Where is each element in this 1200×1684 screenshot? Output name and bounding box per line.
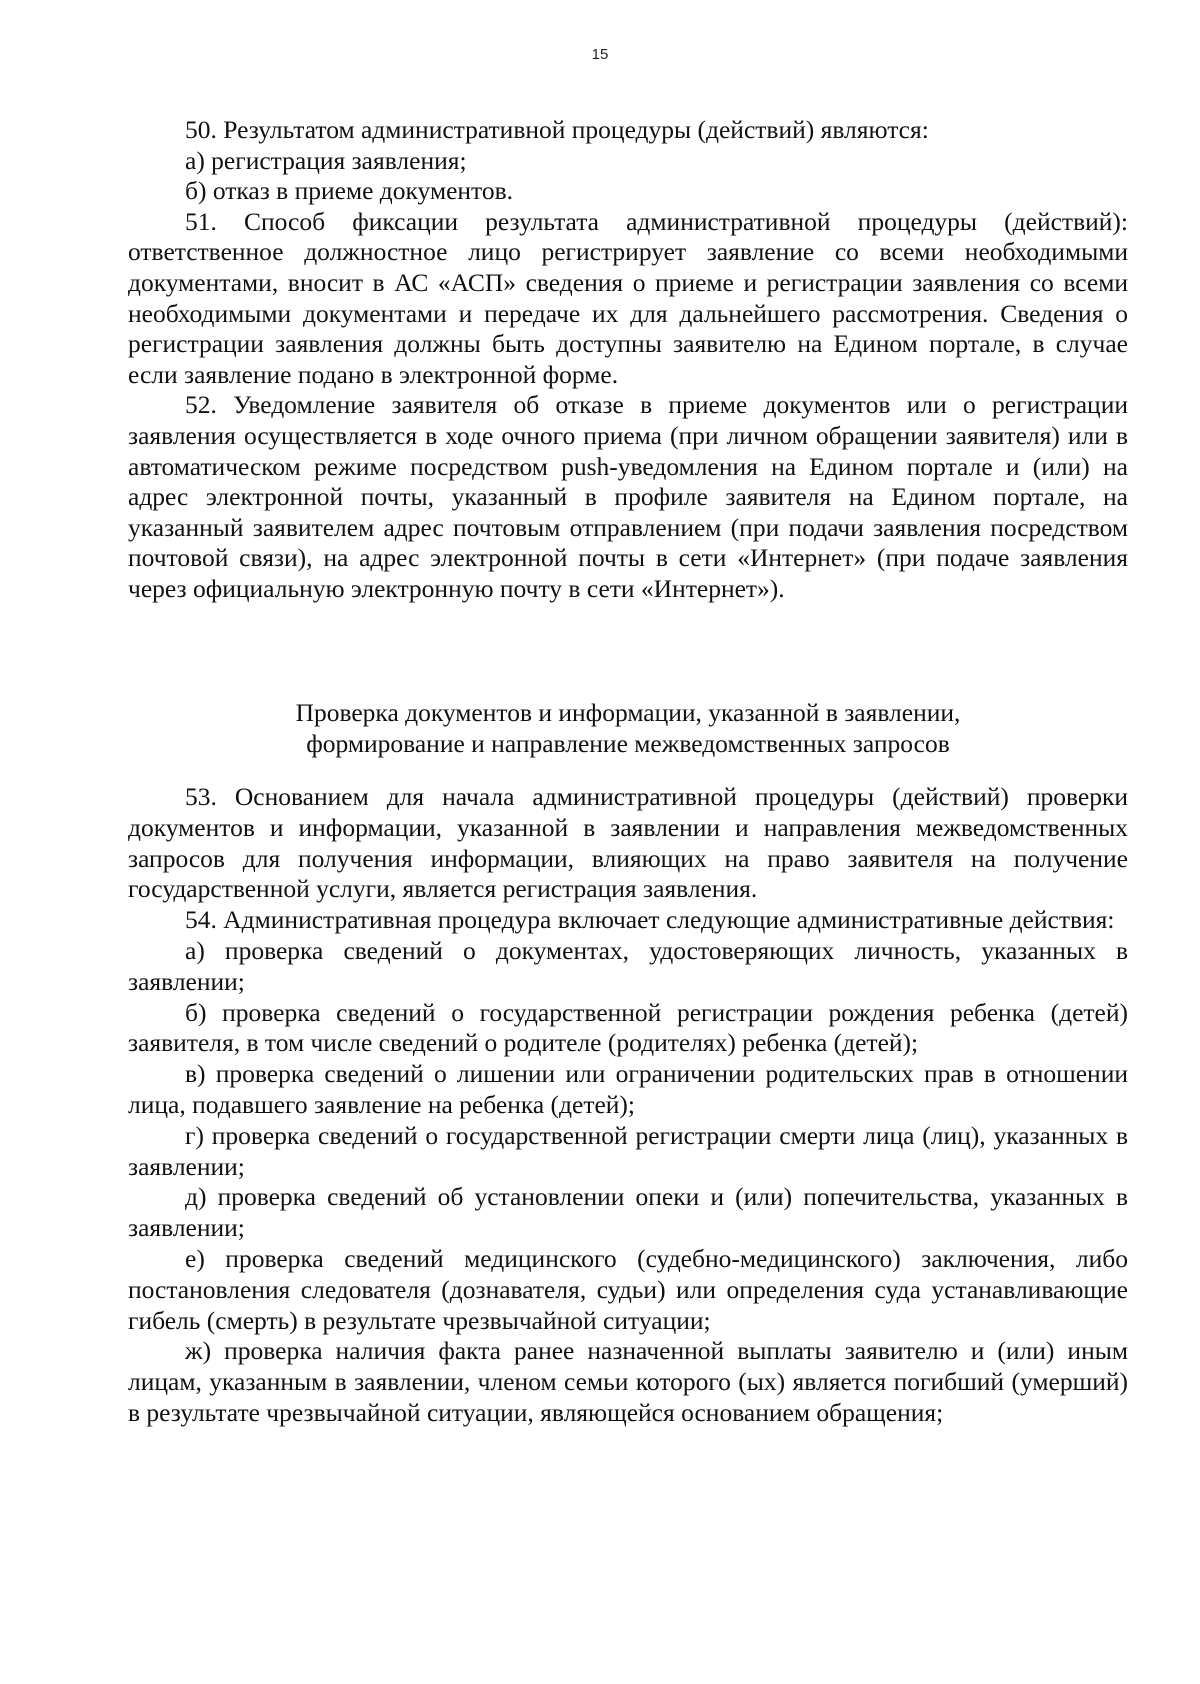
page-number: 15 bbox=[591, 46, 609, 63]
paragraph-54-b: б) проверка сведений о государственной регистрации рождения ребенка (детей) заявителя, в том числе сведений о родителе (родителях) ребенка (детей); bbox=[128, 997, 1128, 1058]
paragraph-54: 54. Административная процедура включает следующие административные действия: bbox=[185, 905, 1115, 935]
paragraph-50: 50. Результатом административной процедуры (действий) являются: bbox=[185, 115, 929, 144]
paragraph-53: 53. Основанием для начала административной процедуры (действий) проверки документов и информации, указанной в заявлении и направления межведомственных запросов для получения информации, влияющих на право заявителя на получение государственной услуги, является регистрация заявления. bbox=[128, 782, 1128, 904]
paragraph-54-e: е) проверка сведений медицинского (судебно-медицинского) заключения, либо постановления следователя (дознавателя, судьи) или определения суда устанавливающие гибель (смерть) в результате чрезвычайной ситуации; bbox=[128, 1243, 1128, 1335]
section-heading-line-2: формирование и направление межведомственных запросов bbox=[306, 728, 950, 758]
paragraphs-50-52 bbox=[128, 115, 1128, 605]
paragraph-54-a: а) проверка сведений о документах, удостоверяющих личность, указанных в заявлении; bbox=[128, 935, 1128, 996]
paragraph-54-d: д) проверка сведений об установлении опеки и (или) попечительства, указанных в заявлении; bbox=[128, 1182, 1128, 1243]
paragraphs-53-54 bbox=[128, 782, 1128, 1429]
paragraph-54-v: в) проверка сведений о лишении или ограничении родительских прав в отношении лица, подавшего заявление на ребенка (детей); bbox=[128, 1059, 1128, 1119]
section-heading bbox=[128, 698, 1128, 759]
paragraph-52: 52. Уведомление заявителя об отказе в приеме документов или о регистрации заявления осуществляется в ходе очного приема (при личном обращении заявителя) или в автоматическом режиме посредством push-уведомления на Едином портале и (или) на адрес электронной почты, указанный в профиле заявителя на Едином портале, на указанный заявителем адрес почтовым отправлением (при подачи заявления посредством почтовой связи), на адрес электронной почты в сети «Интернет» (при подаче заявления через официальную электронную почту в сети «Интернет»). bbox=[128, 390, 1128, 603]
paragraph-51: 51. Способ фиксации результата административной процедуры (действий): ответственное должностное лицо регистрирует заявление со всеми необходимыми документами, вносит в АС «АСП» сведения о приеме и регистрации заявления со всеми необходимыми документами и передаче их для дальнейшего рассмотрения. Сведения о регистрации заявления должны быть доступны заявителю на Едином портале, в случае если заявление подано в электронной форме. bbox=[128, 206, 1128, 389]
section-heading-line-1: Проверка документов и информации, указанной в заявлении, bbox=[295, 698, 961, 727]
paragraph-50-b: б) отказ в приеме документов. bbox=[185, 176, 514, 206]
paragraph-54-g: г) проверка сведений о государственной регистрации смерти лица (лиц), указанных в заявлении; bbox=[128, 1120, 1128, 1181]
paragraph-50-a: а) регистрация заявления; bbox=[185, 145, 467, 175]
paragraph-54-zh: ж) проверка наличия факта ранее назначенной выплаты заявителю и (или) иным лицам, указанным в заявлении, членом семьи которого (ых) является погибший (умерший) в результате чрезвычайной ситуации, являющейся основанием обращения; bbox=[128, 1336, 1128, 1427]
